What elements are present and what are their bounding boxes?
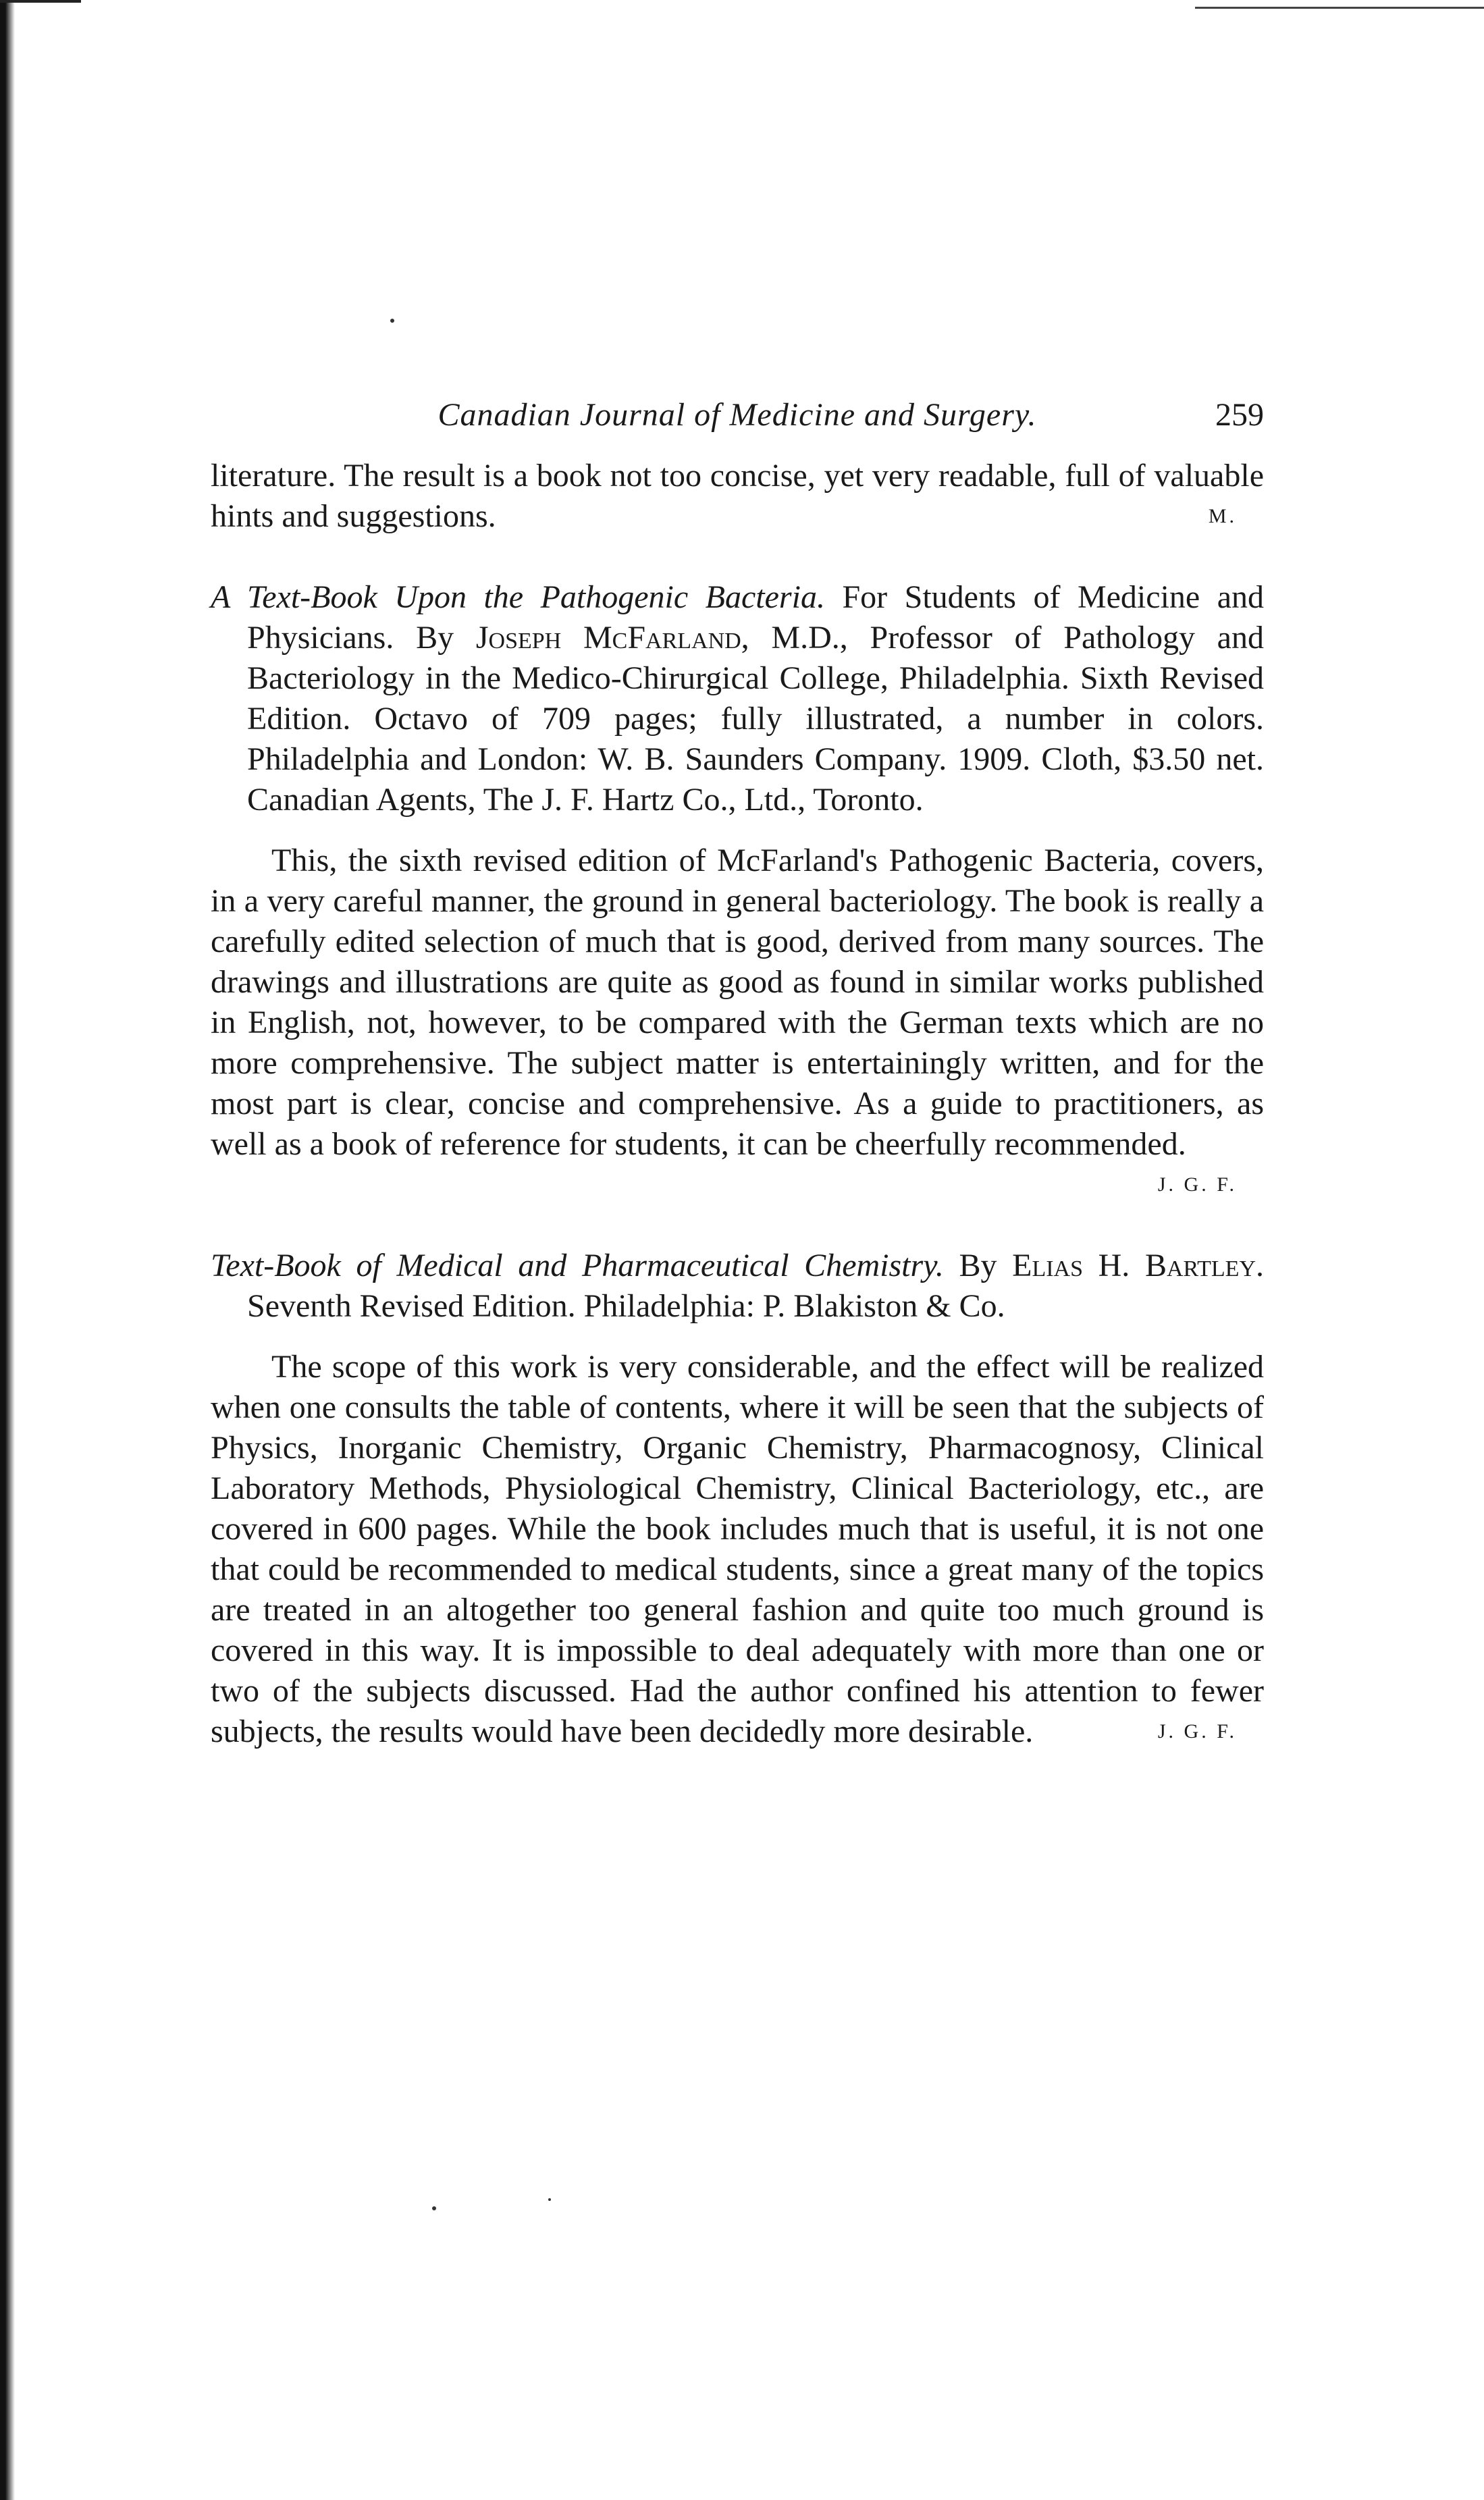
- review-text: This, the sixth revised edition of McFarland's Pathogenic Bacteria, covers, in a very careful manner, the ground in general bacteriology. The book is really a carefully edited selection of much that is good, derived from many sources. The drawings and illustrations are quite as good as found in similar works published in English, not, however, to be compared with the German texts which are no more comprehensive. The subject matter is entertainingly written, and for the most part is clear, concise and comprehensive. As a guide to practitioners, as well as a book of reference for students, it can be cheerfully recommended.: [211, 843, 1264, 1162]
- scan-speck: [432, 2206, 436, 2210]
- binding-edge: [0, 0, 15, 2500]
- running-head: [211, 395, 1264, 435]
- book-author: Joseph McFarland: [475, 620, 741, 656]
- book-details: For Students of Medicine and Physicians. By: [247, 579, 1264, 656]
- continued-paragraph: [211, 456, 1264, 537]
- book-details: By: [943, 1248, 1013, 1283]
- review-body: [211, 1347, 1264, 1752]
- book-details: . Seventh Revised Edition. Philadelphia: P. Blakiston & Co.: [247, 1248, 1265, 1324]
- scan-speck: [548, 2198, 551, 2201]
- top-edge-rule: [1195, 7, 1484, 9]
- book-title: A Text-Book Upon the Pathogenic Bacteria.: [211, 579, 825, 615]
- reviewer-signature: J. G. F.: [1157, 1173, 1237, 1196]
- continued-paragraph-text: literature. The result is a book not too concise, yet very readable, full of valuable hints and suggestions.: [211, 458, 1264, 534]
- review-heading: [211, 1246, 1264, 1327]
- review-body: [211, 841, 1264, 1196]
- journal-page: [211, 395, 1264, 1752]
- book-title: Text-Book of Medical and Pharmaceutical Chemistry.: [211, 1248, 944, 1283]
- reviewer-signature: J. G. F.: [1157, 1720, 1237, 1743]
- journal-title: Canadian Journal of Medicine and Surgery.: [438, 397, 1037, 433]
- binding-edge-top-mark: [0, 0, 81, 9]
- review-text: The scope of this work is very considerable, and the effect will be realized when one consults the table of contents, where it will be seen that the subjects of Physics, Inorganic Chemistry, Organic Chemistry, Pharmacognosy, Clinical Laboratory Methods, Physiological Chemistry, Clinical Bacteriology, etc., are covered in 600 pages. While the book includes much that is useful, it is not one that could be recommended to medical students, since a great many of the topics are treated in an altogether too general fashion and quite too much ground is covered in this way. It is impossible to deal adequately with more than one or two of the subjects discussed. Had the author confined his attention to fewer subjects, the results would have been decidedly more desirable.: [211, 1349, 1264, 1749]
- page-number: 259: [1215, 397, 1264, 433]
- reviewer-signature: M.: [1208, 505, 1237, 527]
- book-details: , M.D., Professor of Pathology and Bacteriology in the Medico-Chirurgical College, Philadelphia. Sixth Revised Edition. Octavo of 709 pages; fully illustrated, a number in colors. Philadelphia and London: W. B. Saunders Company. 1909. Cloth, $3.50 net. Canadian Agents, The J. F. Hartz Co., Ltd., Toronto.: [247, 620, 1264, 818]
- book-author: Elias H. Bartley: [1012, 1248, 1256, 1283]
- scan-speck: [390, 319, 394, 323]
- review-heading: [211, 577, 1264, 820]
